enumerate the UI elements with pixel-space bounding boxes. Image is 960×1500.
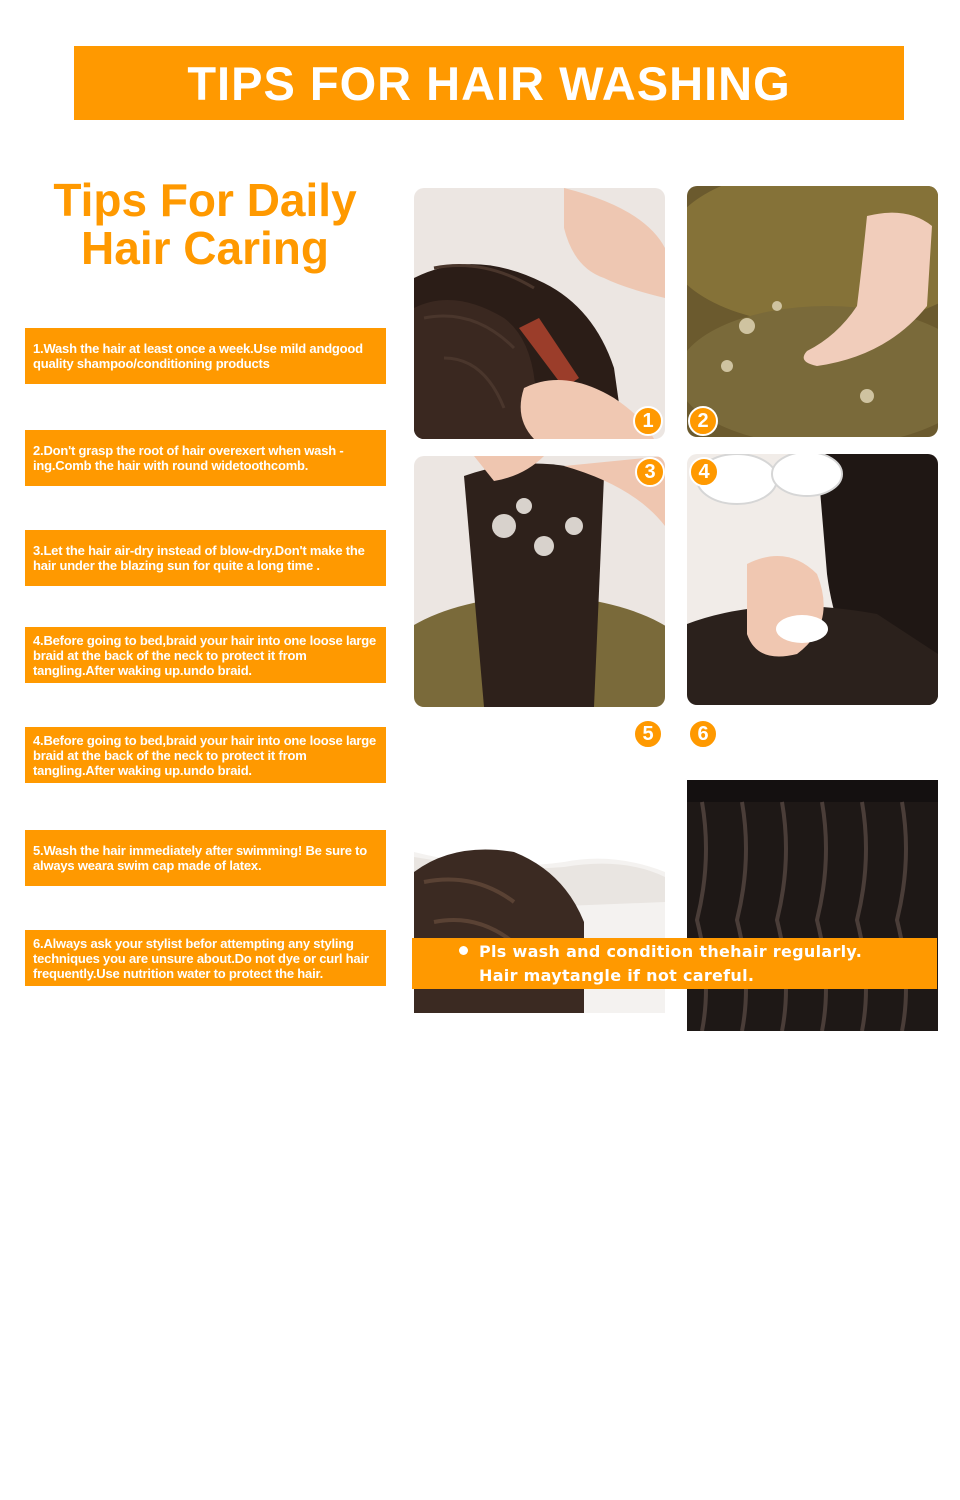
step-5-badge: 5	[633, 719, 663, 749]
subtitle-line-1: Tips For Daily	[53, 174, 357, 226]
step-3-badge: 3	[635, 457, 665, 487]
combing-wet-hair-photo	[414, 188, 665, 439]
banner-title: TIPS FOR HAIR WASHING	[187, 56, 791, 110]
note-line-1: Pls wash and condition thehair regularly.	[479, 942, 863, 961]
subtitle-line-2: Hair Caring	[81, 222, 329, 274]
note-line-2: Hair maytangle if not careful.	[479, 966, 755, 985]
step-1-badge: 1	[633, 406, 663, 436]
header-banner	[74, 46, 904, 120]
tip-text: 6.Always ask your stylist befor attempting any styling techniques you are unsure about.Do not dye or curl hair frequently.Use nutrition water to protect the hair.	[33, 935, 369, 981]
bullet-icon	[459, 946, 468, 955]
tip-text: 2.Don't grasp the root of hair overexert when wash -ing.Comb the hair with round widetoothcomb.	[33, 443, 344, 473]
tip-box	[25, 430, 386, 486]
washing-hair-in-basin-photo	[414, 456, 665, 707]
applying-conditioner-photo	[687, 454, 938, 705]
tip-box	[25, 328, 386, 384]
step-6-badge: 6	[688, 719, 718, 749]
tip-text: 3.Let the hair air-dry instead of blow-dry.Don't make the hair under the blazing sun for quite a long time .	[33, 543, 365, 573]
section-subtitle	[25, 176, 385, 272]
hand-in-water-basin-photo	[687, 186, 938, 437]
step-4-badge: 4	[689, 457, 719, 487]
tip-box	[25, 627, 386, 683]
tip-text: 5.Wash the hair immediately after swimming! Be sure to always weara swim cap made of latex.	[33, 843, 368, 873]
tip-box	[25, 727, 386, 783]
tip-text: 1.Wash the hair at least once a week.Use mild andgood quality shampoo/conditioning products	[33, 341, 363, 371]
wash-reminder-note	[412, 938, 937, 989]
tip-box	[25, 830, 386, 886]
hair-bundle-photo	[687, 780, 938, 1031]
tip-text: 4.Before going to bed,braid your hair into one loose large braid at the back of the neck to protect it from tangling.After waking up.undo braid.	[33, 632, 377, 678]
tip-box	[25, 530, 386, 586]
tip-text: 4.Before going to bed,braid your hair into one loose large braid at the back of the neck to protect it from tangling.After waking up.undo braid.	[33, 732, 377, 778]
step-2-badge: 2	[688, 406, 718, 436]
tip-box	[25, 930, 386, 986]
